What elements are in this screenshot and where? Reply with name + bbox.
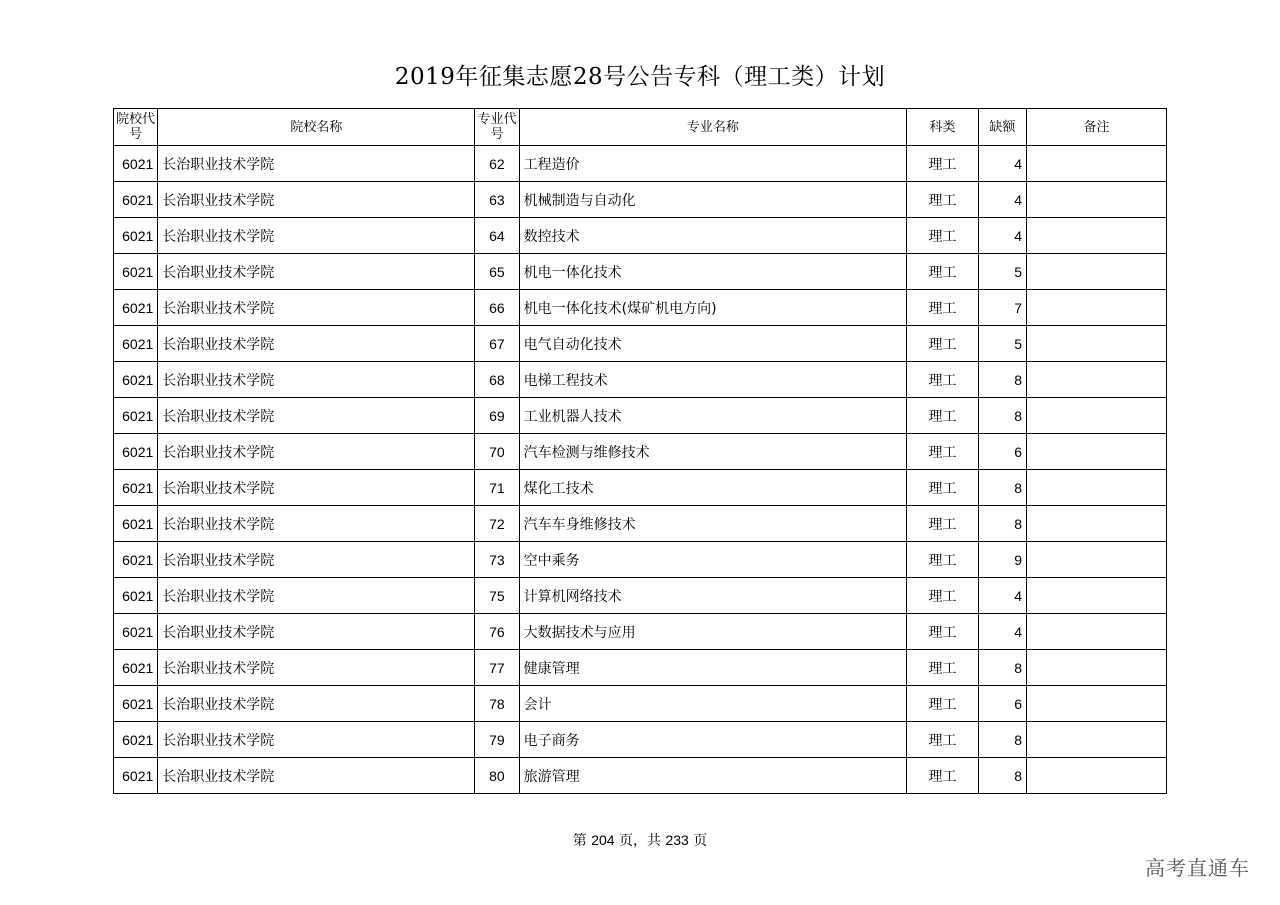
page-footer xyxy=(0,830,1280,850)
cell-quota: 8 xyxy=(978,398,1026,434)
table-row xyxy=(114,578,1167,614)
cell-major-code: 64 xyxy=(475,218,519,254)
cell-major-code: 77 xyxy=(475,650,519,686)
cell-quota: 7 xyxy=(978,290,1026,326)
table-row xyxy=(114,722,1167,758)
cell-major-code: 68 xyxy=(475,362,519,398)
cell-school-name: 长治职业技术学院 xyxy=(158,722,475,758)
cell-category: 理工 xyxy=(907,434,978,470)
table-row xyxy=(114,254,1167,290)
cell-category: 理工 xyxy=(907,398,978,434)
header-major-name: 专业名称 xyxy=(519,109,907,146)
cell-note xyxy=(1027,434,1167,470)
document-title: 2019年征集志愿28号公告专科（理工类）计划 xyxy=(394,64,886,90)
cell-quota: 8 xyxy=(978,758,1026,794)
table-row xyxy=(114,686,1167,722)
cell-note xyxy=(1027,290,1167,326)
cell-major-code: 80 xyxy=(475,758,519,794)
cell-note xyxy=(1027,758,1167,794)
cell-school-name: 长治职业技术学院 xyxy=(158,326,475,362)
cell-category: 理工 xyxy=(907,542,978,578)
cell-school-name: 长治职业技术学院 xyxy=(158,398,475,434)
table-row xyxy=(114,362,1167,398)
cell-major-name: 大数据技术与应用 xyxy=(519,614,907,650)
header-note: 备注 xyxy=(1027,109,1167,146)
cell-note xyxy=(1027,470,1167,506)
footer-prefix: 第 xyxy=(572,833,587,849)
cell-school-code: 6021 xyxy=(114,758,158,794)
cell-school-code: 6021 xyxy=(114,398,158,434)
cell-quota: 4 xyxy=(978,182,1026,218)
cell-category: 理工 xyxy=(907,146,978,182)
cell-category: 理工 xyxy=(907,254,978,290)
cell-major-code: 69 xyxy=(475,398,519,434)
cell-note xyxy=(1027,254,1167,290)
cell-quota: 8 xyxy=(978,470,1026,506)
cell-major-name: 空中乘务 xyxy=(519,542,907,578)
header-major-code: 专业代号 xyxy=(475,109,519,146)
cell-note xyxy=(1027,686,1167,722)
cell-quota: 8 xyxy=(978,362,1026,398)
cell-school-name: 长治职业技术学院 xyxy=(158,146,475,182)
cell-school-name: 长治职业技术学院 xyxy=(158,650,475,686)
header-category: 科类 xyxy=(907,109,978,146)
cell-major-name: 电气自动化技术 xyxy=(519,326,907,362)
cell-note xyxy=(1027,722,1167,758)
cell-major-name: 煤化工技术 xyxy=(519,470,907,506)
cell-quota: 8 xyxy=(978,650,1026,686)
table-row xyxy=(114,218,1167,254)
cell-quota: 8 xyxy=(978,722,1026,758)
cell-school-code: 6021 xyxy=(114,182,158,218)
cell-category: 理工 xyxy=(907,362,978,398)
table-row xyxy=(114,326,1167,362)
header-school-name: 院校名称 xyxy=(158,109,475,146)
cell-major-name: 会计 xyxy=(519,686,907,722)
cell-note xyxy=(1027,578,1167,614)
cell-major-code: 72 xyxy=(475,506,519,542)
cell-school-name: 长治职业技术学院 xyxy=(158,758,475,794)
cell-note xyxy=(1027,146,1167,182)
cell-major-name: 工程造价 xyxy=(519,146,907,182)
cell-major-code: 67 xyxy=(475,326,519,362)
cell-quota: 4 xyxy=(978,218,1026,254)
cell-school-code: 6021 xyxy=(114,254,158,290)
cell-school-name: 长治职业技术学院 xyxy=(158,182,475,218)
table-row xyxy=(114,182,1167,218)
cell-category: 理工 xyxy=(907,182,978,218)
cell-note xyxy=(1027,614,1167,650)
footer-suffix: 页 xyxy=(693,833,708,849)
cell-note xyxy=(1027,182,1167,218)
cell-category: 理工 xyxy=(907,290,978,326)
cell-school-code: 6021 xyxy=(114,506,158,542)
cell-category: 理工 xyxy=(907,614,978,650)
cell-school-name: 长治职业技术学院 xyxy=(158,578,475,614)
table-row xyxy=(114,650,1167,686)
cell-school-name: 长治职业技术学院 xyxy=(158,254,475,290)
cell-school-code: 6021 xyxy=(114,722,158,758)
cell-school-name: 长治职业技术学院 xyxy=(158,218,475,254)
cell-major-name: 机电一体化技术 xyxy=(519,254,907,290)
footer-page-number: 204 xyxy=(591,832,615,848)
cell-quota: 5 xyxy=(978,326,1026,362)
cell-school-name: 长治职业技术学院 xyxy=(158,506,475,542)
cell-school-code: 6021 xyxy=(114,578,158,614)
cell-category: 理工 xyxy=(907,326,978,362)
cell-quota: 5 xyxy=(978,254,1026,290)
table-row xyxy=(114,614,1167,650)
cell-quota: 4 xyxy=(978,146,1026,182)
table-row xyxy=(114,758,1167,794)
header-row xyxy=(114,109,1167,146)
cell-major-code: 62 xyxy=(475,146,519,182)
cell-major-name: 工业机器人技术 xyxy=(519,398,907,434)
cell-school-code: 6021 xyxy=(114,362,158,398)
cell-category: 理工 xyxy=(907,722,978,758)
cell-school-name: 长治职业技术学院 xyxy=(158,470,475,506)
cell-major-code: 63 xyxy=(475,182,519,218)
table-row xyxy=(114,290,1167,326)
cell-major-name: 旅游管理 xyxy=(519,758,907,794)
cell-note xyxy=(1027,398,1167,434)
table-row xyxy=(114,506,1167,542)
cell-note xyxy=(1027,326,1167,362)
table-row xyxy=(114,434,1167,470)
cell-school-name: 长治职业技术学院 xyxy=(158,686,475,722)
header-school-code: 院校代号 xyxy=(114,109,158,146)
cell-category: 理工 xyxy=(907,506,978,542)
cell-school-name: 长治职业技术学院 xyxy=(158,362,475,398)
cell-quota: 8 xyxy=(978,506,1026,542)
cell-quota: 6 xyxy=(978,686,1026,722)
cell-major-name: 电子商务 xyxy=(519,722,907,758)
cell-category: 理工 xyxy=(907,650,978,686)
cell-major-name: 汽车检测与维修技术 xyxy=(519,434,907,470)
cell-school-code: 6021 xyxy=(114,326,158,362)
cell-school-name: 长治职业技术学院 xyxy=(158,434,475,470)
cell-major-code: 79 xyxy=(475,722,519,758)
cell-school-code: 6021 xyxy=(114,542,158,578)
cell-category: 理工 xyxy=(907,758,978,794)
plan-table xyxy=(113,108,1167,794)
cell-note xyxy=(1027,506,1167,542)
cell-quota: 4 xyxy=(978,614,1026,650)
cell-school-code: 6021 xyxy=(114,470,158,506)
watermark: 高考直通车 xyxy=(1145,856,1250,880)
cell-school-code: 6021 xyxy=(114,434,158,470)
cell-major-code: 73 xyxy=(475,542,519,578)
cell-major-code: 76 xyxy=(475,614,519,650)
cell-note xyxy=(1027,542,1167,578)
cell-category: 理工 xyxy=(907,578,978,614)
cell-major-code: 75 xyxy=(475,578,519,614)
cell-major-name: 电梯工程技术 xyxy=(519,362,907,398)
cell-school-code: 6021 xyxy=(114,686,158,722)
table-row xyxy=(114,542,1167,578)
cell-school-code: 6021 xyxy=(114,290,158,326)
cell-major-name: 汽车车身维修技术 xyxy=(519,506,907,542)
cell-major-code: 70 xyxy=(475,434,519,470)
cell-major-code: 78 xyxy=(475,686,519,722)
cell-note xyxy=(1027,218,1167,254)
cell-major-code: 66 xyxy=(475,290,519,326)
cell-school-code: 6021 xyxy=(114,650,158,686)
cell-school-name: 长治职业技术学院 xyxy=(158,614,475,650)
header-quota: 缺额 xyxy=(978,109,1026,146)
cell-quota: 4 xyxy=(978,578,1026,614)
table-body xyxy=(114,146,1167,794)
cell-school-code: 6021 xyxy=(114,218,158,254)
cell-major-name: 健康管理 xyxy=(519,650,907,686)
cell-note xyxy=(1027,650,1167,686)
table-row xyxy=(114,398,1167,434)
footer-middle: 页，共 xyxy=(619,833,661,849)
cell-category: 理工 xyxy=(907,686,978,722)
cell-category: 理工 xyxy=(907,218,978,254)
cell-quota: 6 xyxy=(978,434,1026,470)
cell-major-code: 65 xyxy=(475,254,519,290)
table-row xyxy=(114,146,1167,182)
cell-school-name: 长治职业技术学院 xyxy=(158,290,475,326)
cell-major-name: 数控技术 xyxy=(519,218,907,254)
cell-major-name: 机械制造与自动化 xyxy=(519,182,907,218)
footer-total-pages: 233 xyxy=(665,832,689,848)
cell-note xyxy=(1027,362,1167,398)
cell-school-code: 6021 xyxy=(114,614,158,650)
table-header xyxy=(114,109,1167,146)
cell-major-name: 计算机网络技术 xyxy=(519,578,907,614)
cell-school-code: 6021 xyxy=(114,146,158,182)
table-row xyxy=(114,470,1167,506)
cell-category: 理工 xyxy=(907,470,978,506)
cell-school-name: 长治职业技术学院 xyxy=(158,542,475,578)
cell-quota: 9 xyxy=(978,542,1026,578)
cell-major-code: 71 xyxy=(475,470,519,506)
cell-major-name: 机电一体化技术(煤矿机电方向) xyxy=(519,290,907,326)
